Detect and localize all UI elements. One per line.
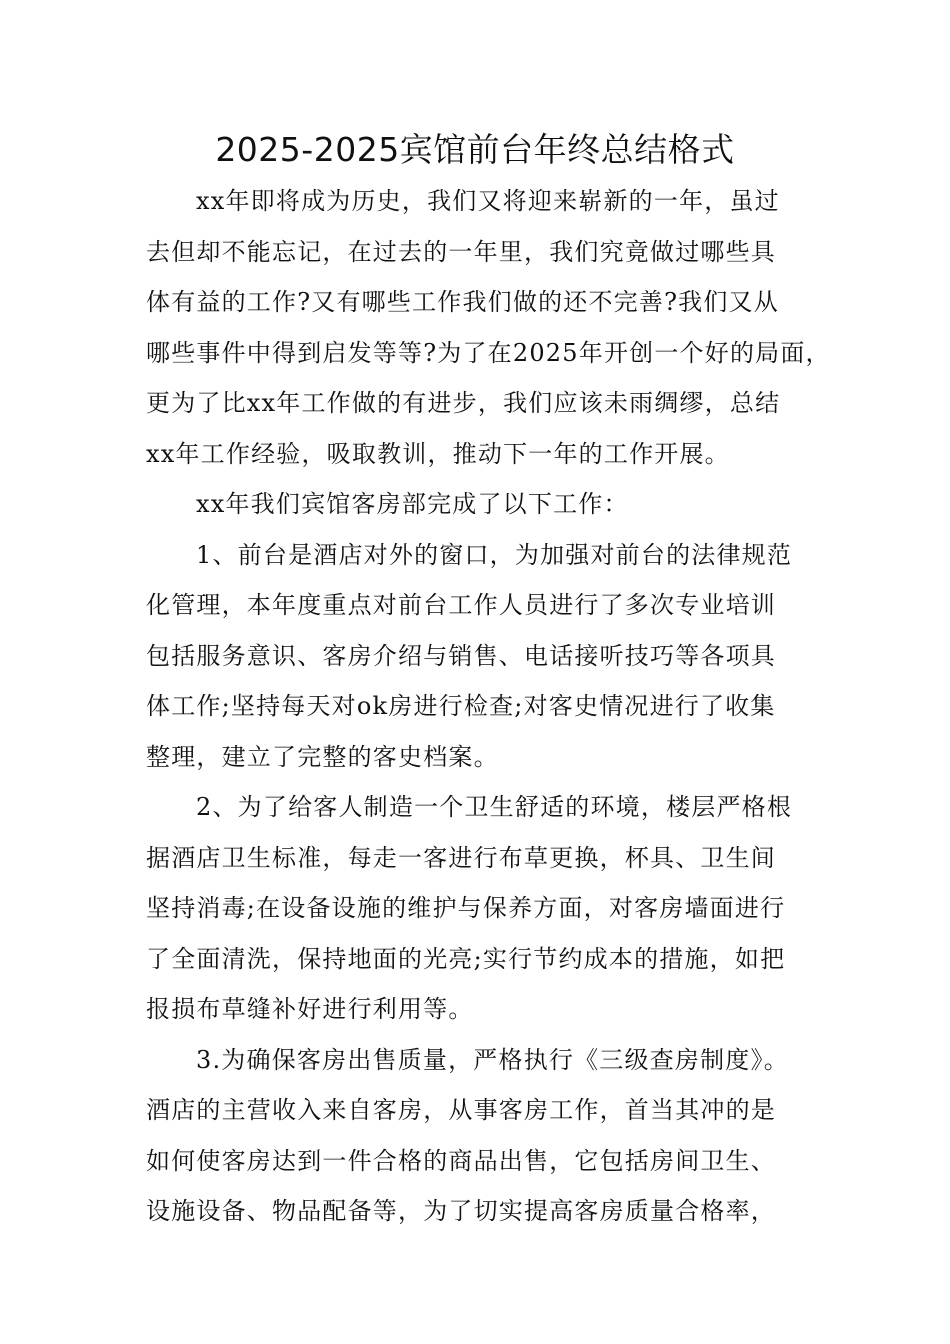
text-line: 报损布草缝补好进行利用等。: [146, 995, 474, 1023]
text-line: 坚持消毒;在设备设施的维护与保养方面，对客房墙面进行: [146, 894, 786, 922]
text-line: 了全面清洗，保持地面的光亮;实行节约成本的措施，如把: [146, 944, 786, 973]
document-title: 2025-2025宾馆前台年终总结格式: [215, 130, 735, 169]
text-line: 化管理，本年度重点对前台工作人员进行了多次专业培训: [146, 591, 776, 619]
paragraph-item-3: [146, 1035, 826, 1237]
text-line: 整理，建立了完整的客史档案。: [146, 742, 499, 771]
text-line: 酒店的主营收入来自客房，从事客房工作，首当其冲的是: [146, 1096, 776, 1124]
text-line: 如何使客房达到一件合格的商品出售，它包括房间卫生、: [146, 1146, 776, 1175]
document-body: [146, 176, 831, 1237]
paragraph-work-summary: [146, 479, 826, 530]
text-line: 2、为了给客人制造一个卫生舒适的环境，楼层严格根: [196, 793, 793, 821]
text-line: xx年工作经验，吸取教训，推动下一年的工作开展。: [146, 439, 730, 468]
paragraph-intro: [146, 176, 831, 479]
text-line: xx年我们宾馆客房部完成了以下工作：: [196, 490, 629, 518]
text-line: 包括服务意识、客房介绍与销售、电话接听技巧等各项具: [146, 641, 776, 670]
text-line: 哪些事件中得到启发等等?为了在2025年开创一个好的局面，: [146, 338, 831, 367]
text-line: 去但却不能忘记，在过去的一年里，我们究竟做过哪些具: [146, 237, 776, 266]
text-line: 1、前台是酒店对外的窗口，为加强对前台的法律规范: [196, 540, 793, 569]
text-line: 3.为确保客房出售质量，严格执行《三级查房制度》。: [196, 1045, 789, 1074]
text-line: xx年即将成为历史，我们又将迎来崭新的一年，虽过: [196, 187, 780, 215]
text-line: 设施设备、物品配备等，为了切实提高客房质量合格率，: [146, 1197, 776, 1225]
paragraph-item-2: [146, 782, 826, 1035]
text-line: 体有益的工作?又有哪些工作我们做的还不完善?我们又从: [146, 288, 779, 316]
text-line: 据酒店卫生标准，每走一客进行布草更换，杯具、卫生间: [146, 843, 776, 872]
text-line: 体工作;坚持每天对ok房进行检查;对客史情况进行了收集: [146, 692, 776, 720]
text-line: 更为了比xx年工作做的有进步，我们应该未雨绸缪，总结: [146, 389, 781, 417]
paragraph-item-1: [146, 530, 826, 783]
